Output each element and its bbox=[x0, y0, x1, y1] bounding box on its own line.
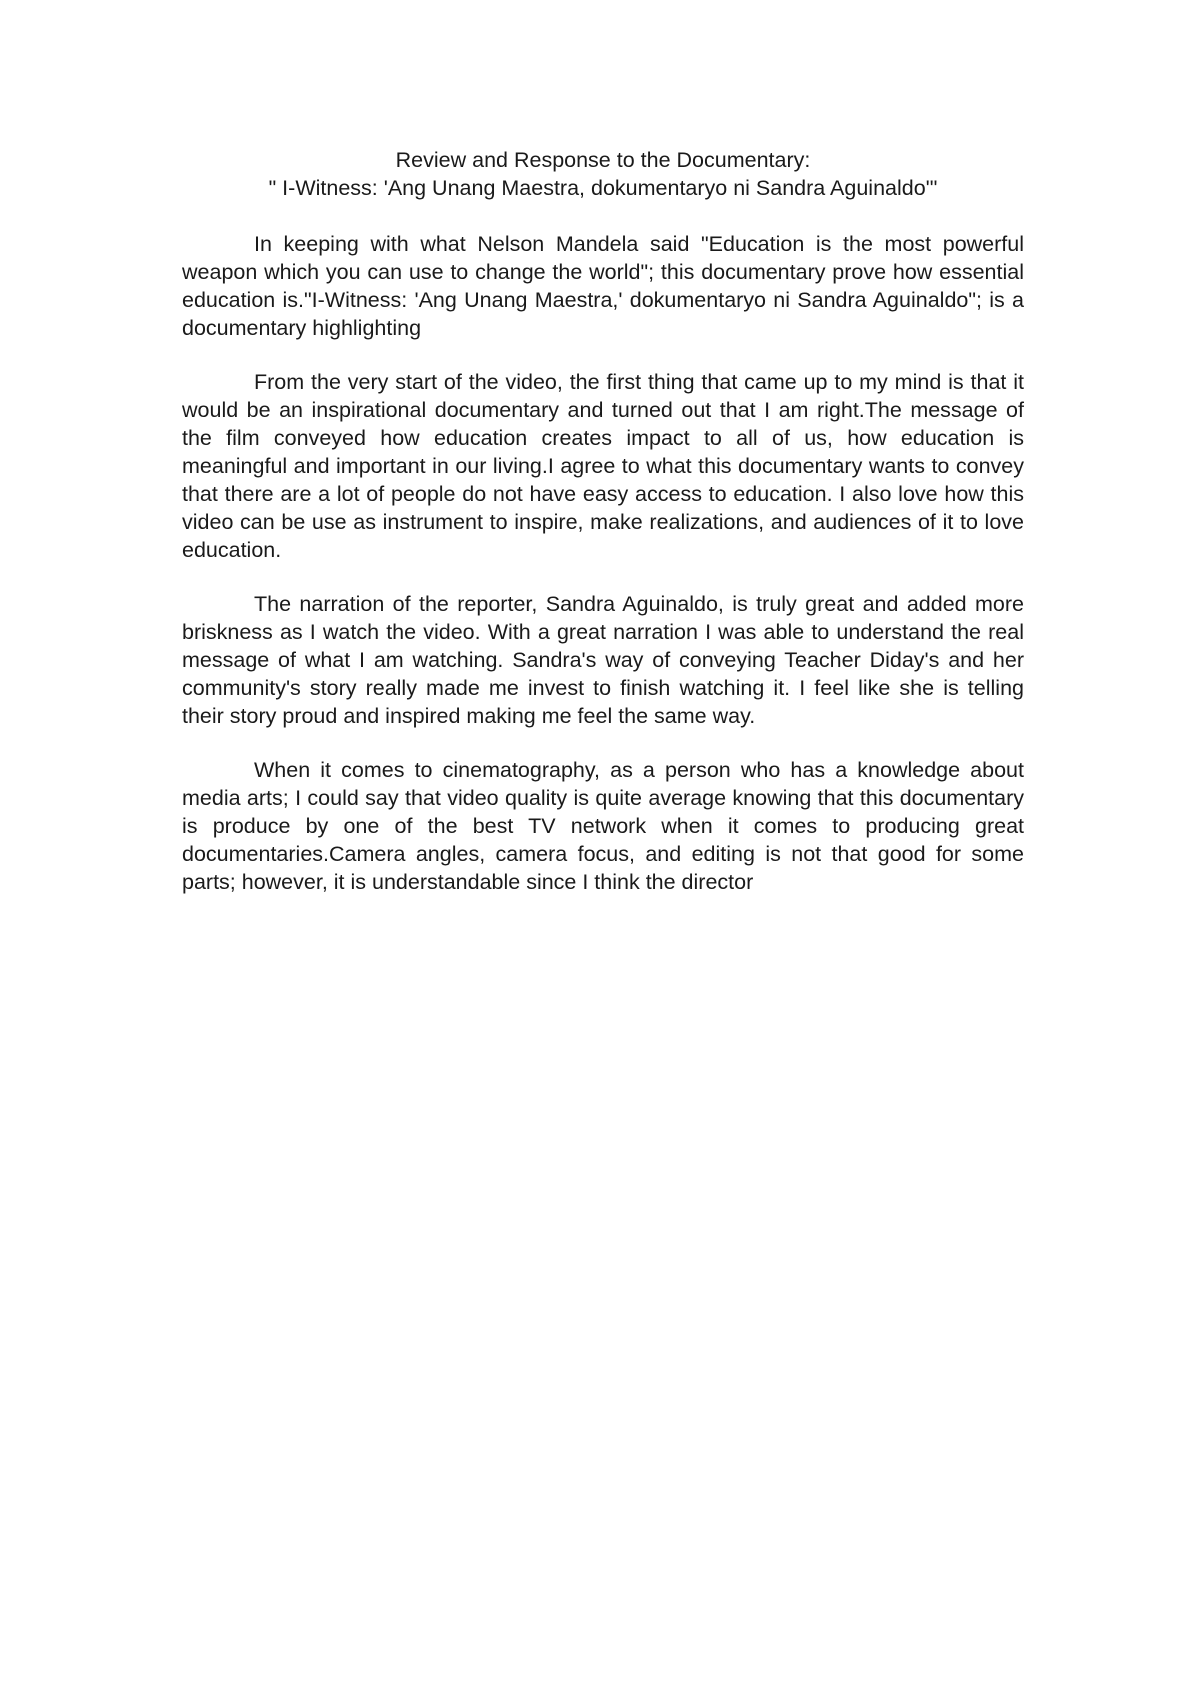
paragraph-3: The narration of the reporter, Sandra Aguinaldo, is truly great and added more briskness as I watch the video. With a great narration I was able to understand the real message of what I am watching. Sandra's way of conveying Teacher Diday's and her community's story really made me invest to finish watching it. I feel like she is telling their story proud and inspired making me feel the same way. bbox=[182, 592, 1024, 728]
document-title bbox=[182, 146, 1024, 202]
paragraph-4: When it comes to cinematography, as a person who has a knowledge about media arts; I could say that video quality is quite average knowing that this documentary is produce by one of the best TV network when it comes to producing great documentaries.Camera angles, camera focus, and editing is not that good for some parts; however, it is understandable since I think the director bbox=[182, 758, 1024, 894]
paragraph-2: From the very start of the video, the first thing that came up to my mind is that it would be an inspirational documentary and turned out that I am right.The message of the film conveyed how education creates impact to all of us, how education is meaningful and important in our living.I agree to what this documentary wants to convey that there are a lot of people do not have easy access to education. I also love how this video can be use as instrument to inspire, make realizations, and audiences of it to love education. bbox=[182, 370, 1024, 562]
document-body bbox=[182, 146, 1024, 922]
paragraph-1: In keeping with what Nelson Mandela said "Education is the most powerful weapon which you can use to change the world"; this documentary prove how essential education is."I-Witness: 'Ang Unang Maestra,' dokumentaryo ni Sandra Aguinaldo"; is a documentary highlighting bbox=[182, 232, 1024, 340]
title-line-2: " I-Witness: 'Ang Unang Maestra, dokumentaryo ni Sandra Aguinaldo'" bbox=[268, 176, 938, 200]
title-line-1: Review and Response to the Documentary: bbox=[395, 148, 811, 172]
